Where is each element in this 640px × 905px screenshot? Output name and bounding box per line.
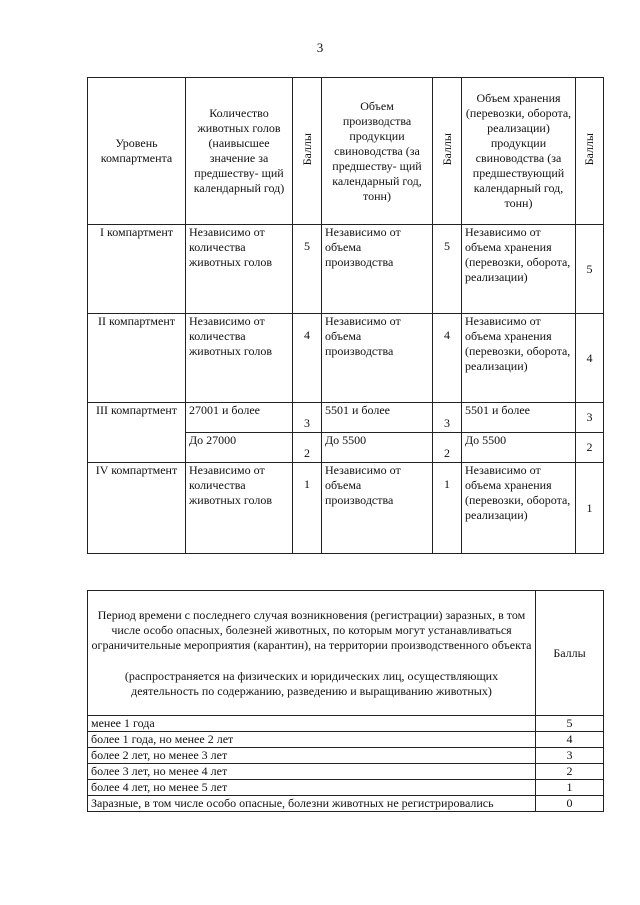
table-row [88, 732, 604, 748]
score-cell: 0 [536, 796, 604, 812]
period-header [88, 591, 536, 716]
period-header-note: (распространяется на физических и юридических лиц, осуществляющих деятельность по содержанию, разведению и выращиванию животных) [124, 668, 499, 698]
table-header-row [88, 78, 604, 225]
score-cell: 1 [433, 463, 462, 554]
disease-period-scoring-table [87, 590, 604, 812]
level-cell: II компартмент [88, 314, 186, 403]
period-cell: менее 1 года [88, 716, 536, 732]
storage-cell: До 5500 [462, 433, 576, 463]
storage-cell: Независимо от объема хранения (перевозки, оборота, реализации) [462, 225, 576, 314]
production-cell: 5501 и более [322, 403, 433, 433]
score-cell: 5 [576, 225, 604, 314]
period-cell: более 2 лет, но менее 3 лет [88, 748, 536, 764]
period-cell: более 3 лет, но менее 4 лет [88, 764, 536, 780]
animals-cell: Независимо от количества животных голов [186, 463, 293, 554]
score-cell: 4 [536, 732, 604, 748]
animals-cell: 27001 и более [186, 403, 293, 433]
level-cell: III компартмент [88, 403, 186, 463]
table-row [88, 716, 604, 732]
score-cell: 2 [293, 433, 322, 463]
score-cell: 3 [433, 403, 462, 433]
period-cell: более 4 лет, но менее 5 лет [88, 780, 536, 796]
score-cell: 5 [433, 225, 462, 314]
header-score-3: Баллы [582, 132, 596, 166]
period-cell: Заразные, в том числе особо опасные, болезни животных не регистрировались [88, 796, 536, 812]
score-cell: 3 [536, 748, 604, 764]
storage-cell: 5501 и более [462, 403, 576, 433]
period-header-main: Период времени с последнего случая возникновения (регистрации) заразных, в том числе особо опасных, болезней животных, по которым могут устанавливаться ограничительные мероприятия (карантин), на территории производственного объекта [91, 607, 532, 652]
production-cell: Независимо от объема производства [322, 314, 433, 403]
table-row [88, 748, 604, 764]
level-cell: IV компартмент [88, 463, 186, 554]
score-header: Баллы [536, 591, 604, 716]
table-row [88, 764, 604, 780]
score-cell: 4 [576, 314, 604, 403]
score-cell: 2 [433, 433, 462, 463]
table-row [88, 780, 604, 796]
table-row [88, 225, 604, 314]
page-number: 3 [316, 40, 324, 55]
production-cell: Независимо от объема производства [322, 225, 433, 314]
header-score-1: Баллы [299, 132, 314, 166]
table-row [88, 314, 604, 403]
table-row [88, 796, 604, 812]
score-cell: 2 [536, 764, 604, 780]
header-animals: Количество животных голов (наивысшее значение за предшеству- щий календарный год) [186, 78, 293, 225]
score-cell: 5 [536, 716, 604, 732]
score-cell: 1 [536, 780, 604, 796]
table-row [88, 403, 604, 433]
animals-cell: Независимо от количества животных голов [186, 314, 293, 403]
score-cell: 4 [433, 314, 462, 403]
header-storage: Объем хранения (перевозки, оборота, реализации) продукции свиноводства (за предшествующий календарный год, тонн) [462, 78, 576, 225]
production-cell: Независимо от объема производства [322, 463, 433, 554]
table-header-row [88, 591, 604, 716]
period-cell: более 1 года, но менее 2 лет [88, 732, 536, 748]
compartment-scoring-table [87, 77, 604, 554]
animals-cell: Независимо от количества животных голов [186, 225, 293, 314]
header-score-2: Баллы [439, 132, 454, 166]
score-cell: 1 [576, 463, 604, 554]
score-cell: 5 [293, 225, 322, 314]
storage-cell: Независимо от объема хранения (перевозки, оборота, реализации) [462, 314, 576, 403]
score-cell: 3 [293, 403, 322, 433]
header-production: Объем производства продукции свиноводства (за предшеству- щий календарный год, тонн) [322, 78, 433, 225]
level-cell: I компартмент [88, 225, 186, 314]
storage-cell: Независимо от объема хранения (перевозки, оборота, реализации) [462, 463, 576, 554]
animals-cell: До 27000 [186, 433, 293, 463]
score-cell: 2 [576, 433, 604, 463]
score-cell: 3 [576, 403, 604, 433]
table-row [88, 463, 604, 554]
production-cell: До 5500 [322, 433, 433, 463]
score-cell: 1 [293, 463, 322, 554]
header-level: Уровень компартмента [88, 78, 186, 225]
score-cell: 4 [293, 314, 322, 403]
